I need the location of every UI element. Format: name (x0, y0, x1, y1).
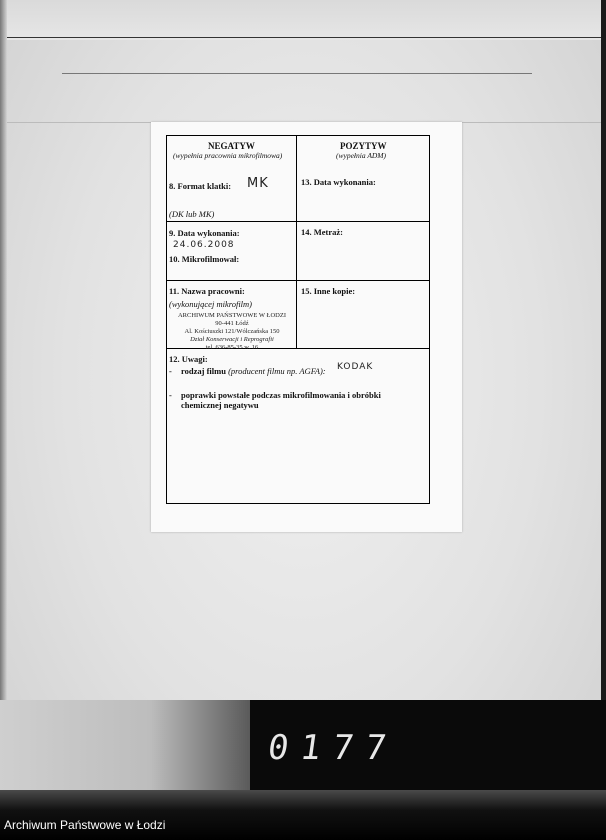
negatyw-title: NEGATYW (208, 141, 255, 151)
footer-caption: Archiwum Państwowe w Łodzi (4, 818, 166, 832)
nazwa-pracowni-hint: (wykonującej mikrofilm) (169, 299, 253, 309)
metraz-label: 14. Metraż: (301, 227, 344, 237)
uwagi-item-2: poprawki powstałe podczas mikrofilmowania i obróbki chemicznej negatywu (181, 390, 381, 410)
pozytyw-subtitle: (wypełnia ADM) (336, 151, 387, 160)
stamp-line-1: ARCHIWUM PAŃSTWOWE W ŁODZI (177, 312, 287, 319)
right-film-edge (601, 0, 606, 700)
upper-rule (62, 73, 532, 74)
form-sheet (151, 122, 462, 532)
stamp-line-5: tel. 636-85-35 w. 16 (205, 344, 259, 351)
uwagi-label: 12. Uwagi: (169, 354, 208, 364)
left-film-edge (0, 0, 7, 700)
inne-kopie-label: 15. Inne kopie: (301, 286, 356, 296)
nazwa-pracowni-label: 11. Nazwa pracowni: (169, 286, 245, 296)
pozytyw-title: POZYTYW (340, 141, 387, 151)
uwagi-item-1 (181, 366, 326, 376)
form-grid (166, 135, 430, 504)
format-klatki-label: 8. Format klatki: (169, 181, 232, 191)
format-klatki-hint: (DK lub MK) (169, 209, 215, 219)
top-band (0, 0, 606, 40)
stamp-line-2: 90-441 Łódź (215, 320, 249, 327)
data-wykonania-label: 9. Data wykonania: (169, 228, 240, 238)
data-wykonania-value: 24.06.2008 (173, 240, 235, 250)
stamp-line-4: Dział Konserwacji i Reprografii (190, 336, 274, 343)
uwagi-bullet-2: - (169, 390, 172, 400)
footer-bar (0, 790, 606, 840)
rodzaj-filmu-value: KODAK (337, 362, 374, 372)
counter-band-light-patch (0, 700, 250, 790)
top-rule (0, 37, 606, 38)
archive-stamp (167, 312, 297, 352)
frame-counter: 0177 (265, 728, 401, 768)
stamp-line-3: Al. Kościuszki 121/Wólczańska 150 (184, 328, 280, 335)
negatyw-subtitle: (wypełnia pracownia mikrofilmowa) (173, 151, 283, 160)
rodzaj-filmu-label: rodzaj filmu (181, 366, 226, 376)
uwagi-bullet-1: - (169, 366, 172, 376)
mikrofilmowal-label: 10. Mikrofilmował: (169, 254, 240, 264)
pozytyw-data-label: 13. Data wykonania: (301, 177, 376, 187)
rodzaj-filmu-hint: (producent filmu np. AGFA): (228, 366, 326, 376)
format-klatki-value: MK (247, 176, 269, 191)
